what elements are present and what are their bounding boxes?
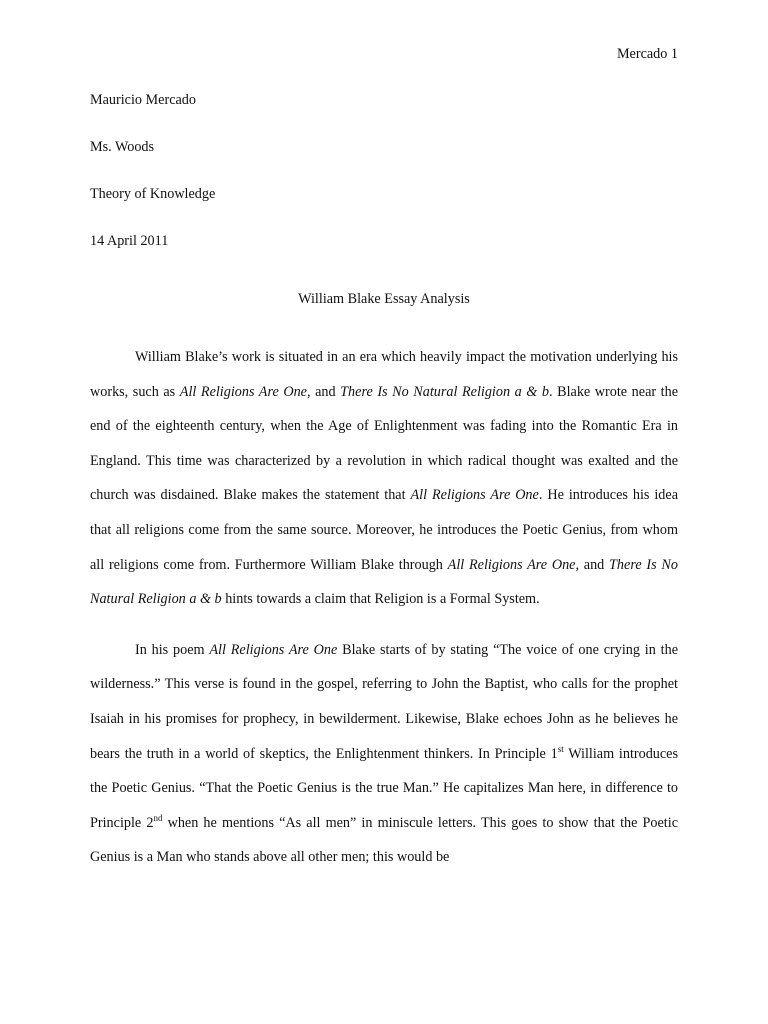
text-run: William Blake’s work is situated in an era which heavily impact the motivation underlying his works, such as — [90, 349, 678, 400]
running-head-page-number: Mercado 1 — [616, 46, 678, 62]
work-title-italic: There Is No Natural Religion a & b — [90, 556, 678, 608]
text-run: . He introduces his idea that all religions come from the same source. Moreover, he introduces the Poetic Genius, from whom all religions come from. Furthermore William Blake through — [90, 487, 678, 573]
work-title-italic: All Religions Are One — [410, 487, 539, 504]
work-title-italic: All Religions Are One, — [179, 383, 311, 400]
text-run: when he mentions “As all men” in miniscule letters. This goes to show that the Poetic Genius is a Man who stands above all other men; this would be — [90, 814, 678, 866]
ordinal-superscript: nd — [153, 812, 163, 823]
paragraph-1 — [90, 340, 678, 617]
essay-date: 14 April 2011 — [90, 233, 169, 249]
text-run: Blake starts of by stating “The voice of one crying in the wilderness.” This verse is found in the gospel, referring to John the Baptist, who calls for the prophet Isaiah in his promises for prophecy, in bewilderment. Likewise, Blake echoes John as he believes he bears the truth in a world of skeptics, the Enlightenment thinkers. In Principle 1 — [90, 641, 678, 762]
essay-body — [90, 340, 678, 891]
author-name: Mauricio Mercado — [90, 92, 196, 108]
text-run: and — [310, 383, 341, 400]
ordinal-superscript: st — [557, 743, 564, 754]
mla-header — [90, 90, 215, 278]
work-title-italic: All Religions Are One, — [447, 556, 580, 573]
work-title-italic: There Is No Natural Religion a & b — [340, 383, 550, 400]
work-title-italic: All Religions Are One — [209, 641, 338, 658]
text-run: hints towards a claim that Religion is a Formal System. — [221, 591, 540, 608]
essay-title: William Blake Essay Analysis — [298, 291, 470, 307]
text-run: In his poem — [135, 641, 210, 658]
paragraph-2 — [90, 633, 678, 875]
text-run: . Blake wrote near the end of the eighteenth century, when the Age of Enlightenment was fading into the Romantic Era in England. This time was characterized by a revolution in which radical thought was exalted and the church was disdained. Blake makes the statement that — [90, 383, 678, 504]
instructor-name: Ms. Woods — [90, 139, 155, 155]
text-run: and — [579, 556, 610, 573]
course-name: Theory of Knowledge — [90, 186, 216, 202]
text-run: William introduces the Poetic Genius. “That the Poetic Genius is the true Man.” He capitalizes Man here, in difference to Principle 2 — [90, 745, 679, 831]
